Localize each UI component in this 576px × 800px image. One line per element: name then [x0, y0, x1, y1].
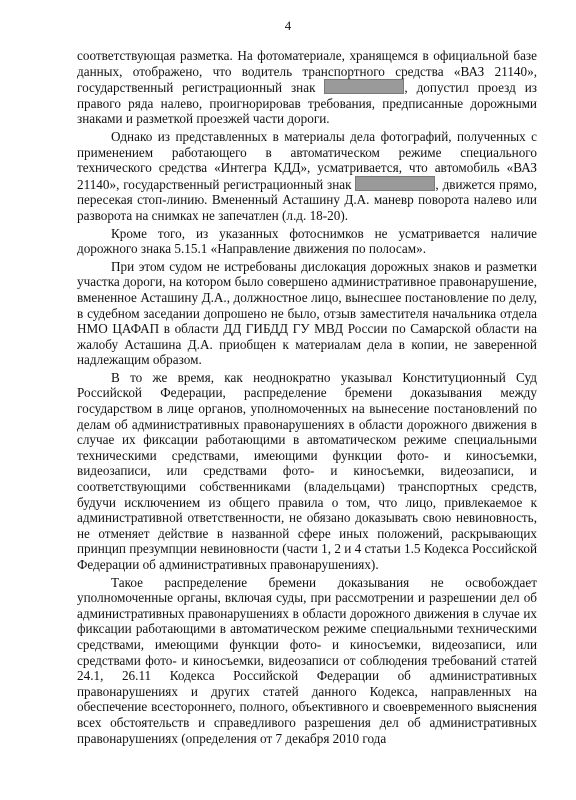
paragraph — [77, 370, 537, 573]
page-number: 4 — [284, 18, 292, 33]
paragraph — [77, 48, 537, 127]
paragraph-text: При этом судом не истребованы дислокация дорожных знаков и разметки участка дороги, на котором было совершено административное правонарушение, вмененное Асташину Д.А., должностное лицо, вынесшее постановление по делу, в судебном заседании допрошено не было, отзыв заместителя начальника отдела НМО ЦАФАП в области ДД ГИБДД ГУ МВД России по Самарской области на жалобу Асташина Д.А. приобщен к материалам дела в копии, не заверенной надлежащим образом. — [77, 258, 537, 368]
paragraph-text: , допустил проезд из правого ряда налево, проигнорировав требования, предписанные дорожными знаками и разметкой проезжей части дороги. — [77, 80, 537, 127]
paragraph-text: В то же время, как неоднократно указывал Конституционный Суд Российской Федерации, распределение бремени доказывания между государством в лице органов, уполномоченных на вынесение постановлений по делам об административных правонарушениях в области дорожного движения в случае их фиксации работающими в автоматическом режиме специальными техническими средствами, имеющими функции фото- и киносъемки, видеозаписи, или средствами фото- и киносъемки, видеозаписи, и соответствующими собственниками (владельцами) транспортных средств, будучи исключением из общего правила о том, что лицо, привлекаемое к административной ответственности, не обязано доказывать свою невиновность, не отменяет действие в названной сфере иных положений, раскрывающих принцип презумпции невиновности (части 1, 2 и 4 статьи 1.5 Кодекса Российской Федерации об административных правонарушениях). — [77, 369, 537, 572]
redacted-plate-number — [324, 79, 404, 94]
paragraph-text: Кроме того, из указанных фотоснимков не усматривается наличие дорожного знака 5.15.1 «Направление движения по полосам». — [77, 225, 537, 257]
paragraph-text: Однако из представленных в материалы дела фотографий, полученных с применением работающего в автоматическом режиме специального технического средства «Интегра КДД», усматривается, что автомобиль «ВАЗ 21140», государственный регистрационный знак — [77, 128, 537, 192]
paragraph — [77, 259, 537, 368]
paragraph — [77, 129, 537, 224]
paragraph — [77, 575, 537, 747]
paragraph — [77, 226, 537, 257]
paragraph-text: соответствующая разметка. На фотоматериале, хранящемся в официальной базе данных, отображено, что водитель транспортного средства «ВАЗ 21140», государственный регистрационный знак — [77, 48, 537, 96]
redacted-plate-number — [355, 176, 435, 191]
document-body — [77, 48, 537, 748]
paragraph-text: , движется прямо, пересекая стоп-линию. Вмененный Асташину Д.А. маневр поворота налево или разворота на снимках не запечатлен (л.д. 18-20). — [77, 176, 537, 223]
paragraph-text: Такое распределение бремени доказывания не освобождает уполномоченные органы, включая суды, при рассмотрении и разрешении дел об административных правонарушениях в области дорожного движения в случае их фиксации работающими в автоматическом режиме специальными техническими средствами, имеющими функции фото- и киносъемки, видеозаписи, или средствами фото- и киносъемки, видеозаписи от соблюдения требований статей 24.1, 26.11 Кодекса Российской Федерации об административных правонарушениях и других статей данного Кодекса, направленных на обеспечение всестороннего, полного, объективного и своевременного выяснения всех обстоятельств и справедливого разрешения дел об административных правонарушениях (определения от 7 декабря 2010 года — [77, 574, 537, 746]
